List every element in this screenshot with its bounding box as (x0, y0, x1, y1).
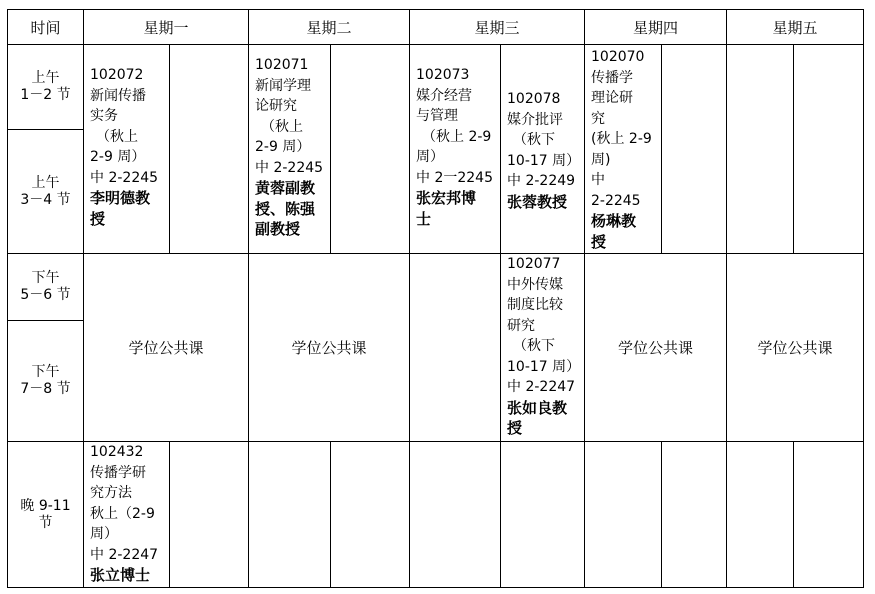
course-tue-am: 102071 新闻学理 论研究 （秋上 2-9 周） 中 2-2245 黄蓉副教 授、陈强 副教授 (248, 44, 331, 254)
empty-wed2-eve (500, 441, 585, 588)
course-thu-am: 102070 传播学 理论研 究 (秋上 2-9 周) 中 2-2245 杨琳教 授 (584, 44, 662, 254)
public-course-thu: 学位公共课 (584, 253, 727, 442)
empty-mon2-am (169, 44, 249, 254)
empty-fri-eve (726, 441, 794, 588)
empty-tue2-am (330, 44, 410, 254)
public-course-fri: 学位公共课 (726, 253, 864, 442)
period-9-11: 晚 9-11 节 (7, 441, 84, 588)
empty-fri-am (726, 44, 794, 254)
header-wednesday: 星期三 (409, 9, 585, 45)
header-tuesday: 星期二 (248, 9, 410, 45)
public-course-tue: 学位公共课 (248, 253, 410, 442)
empty-wed-eve (409, 441, 501, 588)
period-1-2: 上午 1－2 节 (7, 44, 84, 130)
empty-fri2-am (793, 44, 864, 254)
header-thursday: 星期四 (584, 9, 727, 45)
header-friday: 星期五 (726, 9, 864, 45)
course-wed-am: 102073 媒介经营 与管理 （秋上 2-9 周） 中 2一2245 张宏邦博 士 (409, 44, 501, 254)
empty-thu2-eve (661, 441, 727, 588)
course-mon-eve: 102432 传播学研 究方法 秋上（2-9 周） 中 2-2247 张立博士 (83, 441, 170, 588)
course-mon-am: 102072 新闻传播 实务 （秋上 2-9 周） 中 2-2245 李明德教 授 (83, 44, 170, 254)
course-wed2-am: 102078 媒介批评 （秋下 10-17 周） 中 2-2249 张蓉教授 (500, 44, 585, 254)
empty-tue2-eve (330, 441, 410, 588)
course-wed2-pm: 102077 中外传媒 制度比较 研究 （秋下 10-17 周） 中 2-2247 张如良教 授 (500, 253, 585, 442)
empty-tue-eve (248, 441, 331, 588)
period-5-6: 下午 5－6 节 (7, 253, 84, 321)
empty-fri2-eve (793, 441, 864, 588)
period-7-8: 下午 7－8 节 (7, 320, 84, 442)
empty-thu2-am (661, 44, 727, 254)
empty-thu-eve (584, 441, 662, 588)
header-time: 时间 (7, 9, 84, 45)
header-monday: 星期一 (83, 9, 249, 45)
public-course-mon: 学位公共课 (83, 253, 249, 442)
period-3-4: 上午 3－4 节 (7, 129, 84, 254)
empty-wed-pm (409, 253, 501, 442)
empty-mon2-eve (169, 441, 249, 588)
